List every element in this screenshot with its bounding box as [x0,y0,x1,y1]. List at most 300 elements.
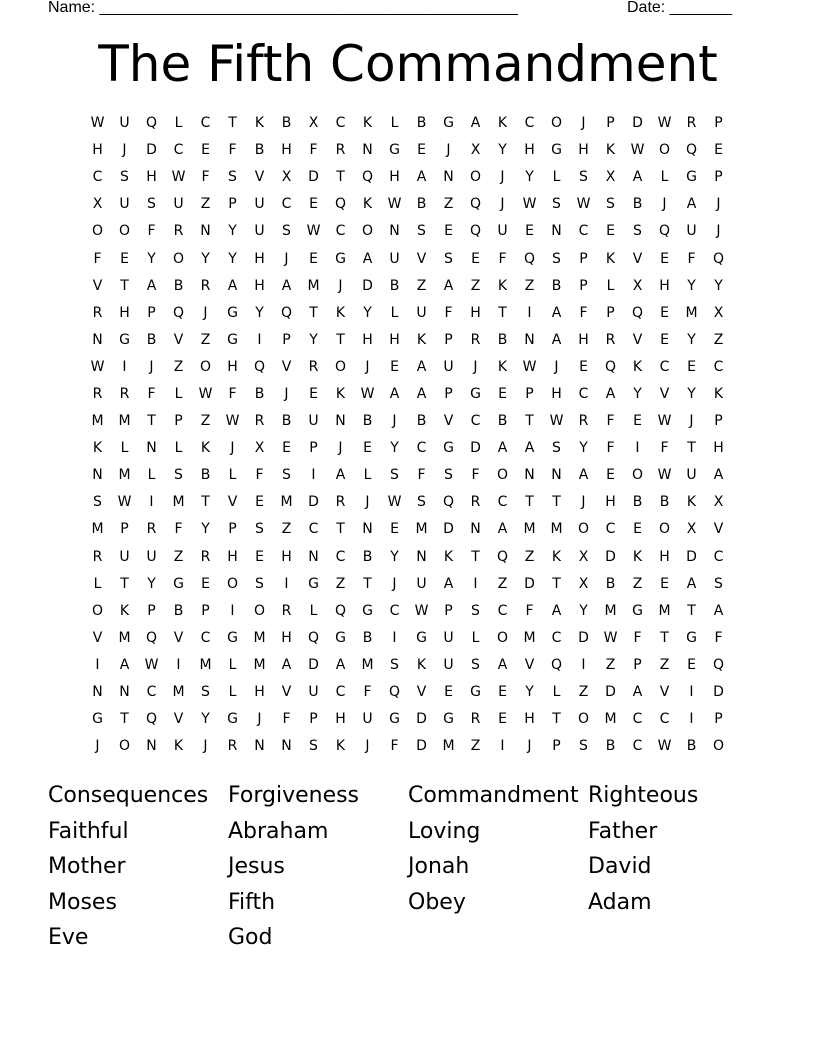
grid-letter: R [605,331,616,348]
grid-letter: T [552,494,561,511]
grid-letter: J [392,413,397,430]
grid-letter: Z [443,196,454,213]
grid-letter: M [523,521,536,538]
word-list-item: Forgiveness [228,783,360,808]
grid-letter: K [605,142,616,159]
grid-letter: E [282,440,291,457]
grid-row [84,598,732,625]
grid-letter: F [687,250,696,267]
grid-letter: E [579,358,588,375]
grid-letter: E [390,521,399,538]
grid-letter: Y [525,169,534,186]
grid-letter: R [119,385,130,402]
grid-letter: Z [173,548,184,565]
grid-letter: P [444,602,453,619]
grid-letter: I [230,602,235,619]
grid-letter: H [281,142,292,159]
grid-letter: Y [579,440,588,457]
grid-letter: B [605,738,616,755]
grid-letter: Y [390,440,399,457]
grid-letter: D [308,169,319,186]
grid-letter: U [389,250,400,267]
grid-letter: P [606,115,615,132]
grid-letter: W [630,142,645,159]
grid-letter: U [254,196,265,213]
grid-letter: A [497,521,508,538]
grid-letter: R [470,494,481,511]
grid-letter: T [336,331,345,348]
grid-letter: X [605,169,616,186]
grid-letter: J [203,304,208,321]
grid-letter: Z [281,521,292,538]
grid-letter: M [442,738,455,755]
grid-letter: C [200,115,211,132]
grid-letter: W [360,385,375,402]
grid-letter: C [578,385,589,402]
grid-row [84,462,732,489]
grid-letter: B [605,575,616,592]
grid-letter: K [551,548,562,565]
grid-letter: F [498,250,507,267]
grid-letter: N [551,223,562,240]
grid-letter: X [713,494,724,511]
grid-letter: N [92,331,103,348]
grid-letter: K [362,115,373,132]
grid-letter: C [335,684,346,701]
grid-letter: B [362,413,373,430]
grid-letter: V [713,521,724,538]
grid-letter: I [257,331,262,348]
grid-letter: B [362,629,373,646]
grid-letter: C [551,629,562,646]
grid-letter: N [281,738,292,755]
grid-letter: W [387,494,402,511]
grid-letter: P [228,521,237,538]
grid-letter: R [308,358,319,375]
grid-letter: I [689,684,694,701]
grid-letter: Q [712,656,725,673]
grid-row [84,137,732,164]
grid-letter: O [334,358,347,375]
grid-row [84,327,732,354]
grid-letter: B [173,277,184,294]
grid-letter: P [579,250,588,267]
grid-letter: O [253,602,266,619]
grid-letter: A [416,358,427,375]
grid-letter: D [605,684,616,701]
grid-letter: T [336,521,345,538]
grid-row [84,435,732,462]
grid-letter: Y [579,602,588,619]
grid-letter: V [92,277,103,294]
grid-row [84,218,732,245]
grid-letter: M [604,602,617,619]
grid-letter: J [95,738,100,755]
grid-letter: I [122,358,127,375]
grid-letter: X [92,196,103,213]
grid-letter: T [120,277,129,294]
date-field-label: Date: _______ [627,0,732,16]
grid-letter: T [120,575,129,592]
grid-letter: P [309,440,318,457]
grid-letter: E [309,250,318,267]
grid-letter: W [225,413,240,430]
grid-letter: K [119,602,130,619]
grid-letter: P [714,413,723,430]
grid-letter: E [309,385,318,402]
grid-letter: K [416,656,427,673]
grid-letter: W [198,385,213,402]
grid-letter: A [497,656,508,673]
grid-letter: E [417,142,426,159]
grid-letter: U [146,548,157,565]
grid-letter: U [686,223,697,240]
grid-letter: U [362,711,373,728]
grid-letter: Y [228,250,237,267]
grid-letter: B [632,196,643,213]
grid-letter: S [552,196,561,213]
grid-letter: T [552,711,561,728]
word-list-item: Loving [408,818,481,844]
grid-letter: F [525,602,534,619]
grid-letter: M [199,656,212,673]
grid-letter: P [444,385,453,402]
grid-letter: F [147,385,156,402]
grid-letter: E [498,684,507,701]
grid-letter: J [500,169,505,186]
grid-letter: E [498,385,507,402]
grid-letter: M [550,521,563,538]
grid-letter: J [122,142,127,159]
grid-letter: Y [147,250,156,267]
grid-letter: U [443,358,454,375]
grid-letter: R [335,142,346,159]
grid-letter: T [525,413,534,430]
grid-letter: E [525,223,534,240]
grid-letter: R [200,548,211,565]
grid-letter: A [362,250,373,267]
grid-letter: H [146,169,157,186]
grid-letter: J [365,738,370,755]
grid-letter: S [255,521,264,538]
grid-letter: T [120,711,129,728]
grid-letter: G [443,440,454,457]
grid-letter: K [686,494,697,511]
grid-letter: K [335,738,346,755]
grid-letter: G [92,711,103,728]
grid-letter: R [146,521,157,538]
grid-letter: C [335,115,346,132]
grid-letter: S [201,684,210,701]
grid-letter: J [716,196,721,213]
grid-letter: Q [469,196,482,213]
grid-letter: K [713,385,724,402]
grid-letter: R [578,413,589,430]
grid-letter: C [308,521,319,538]
grid-letter: A [281,656,292,673]
grid-letter: Q [658,223,671,240]
grid-letter: Y [687,385,696,402]
grid-letter: M [307,277,320,294]
grid-letter: I [473,575,478,592]
grid-letter: Z [470,277,481,294]
grid-letter: A [686,575,697,592]
grid-letter: S [579,738,588,755]
grid-letter: X [632,277,643,294]
grid-letter: S [552,250,561,267]
grid-letter: P [282,331,291,348]
grid-letter: S [282,467,291,484]
grid-letter: E [471,250,480,267]
grid-letter: P [444,331,453,348]
grid-letter: A [416,169,427,186]
grid-letter: L [228,656,237,673]
grid-letter: W [171,169,186,186]
grid-letter: T [363,575,372,592]
grid-letter: C [632,711,643,728]
grid-letter: P [606,304,615,321]
grid-letter: T [552,575,561,592]
grid-row [84,733,732,760]
grid-letter: L [147,467,156,484]
grid-letter: S [579,169,588,186]
grid-letter: N [470,521,481,538]
grid-letter: D [416,738,427,755]
grid-letter: S [174,467,183,484]
grid-letter: N [524,467,535,484]
grid-letter: B [497,331,508,348]
grid-letter: K [443,548,454,565]
grid-letter: Q [145,629,158,646]
grid-letter: M [91,413,104,430]
word-list-item: Abraham [228,818,329,844]
grid-letter: Z [632,575,643,592]
grid-letter: L [552,169,561,186]
grid-letter: W [522,196,537,213]
grid-letter: U [416,304,427,321]
grid-letter: N [551,467,562,484]
grid-letter: C [524,115,535,132]
grid-letter: A [335,467,346,484]
grid-letter: R [173,223,184,240]
grid-letter: Q [145,115,158,132]
grid-letter: F [93,250,102,267]
grid-letter: W [603,629,618,646]
grid-letter: Q [631,304,644,321]
grid-letter: W [90,115,105,132]
grid-letter: R [470,711,481,728]
grid-letter: Y [201,711,210,728]
grid-row [84,571,732,598]
grid-letter: T [498,304,507,321]
grid-letter: D [470,440,481,457]
grid-letter: S [147,196,156,213]
grid-letter: U [173,196,184,213]
grid-letter: Q [172,304,185,321]
grid-letter: S [633,223,642,240]
grid-letter: O [118,223,131,240]
grid-letter: E [606,223,615,240]
grid-letter: M [523,629,536,646]
grid-letter: S [714,575,723,592]
grid-letter: Z [200,413,211,430]
grid-letter: J [716,223,721,240]
grid-letter: B [173,602,184,619]
grid-letter: S [471,602,480,619]
grid-letter: A [146,277,157,294]
grid-letter: L [228,684,237,701]
grid-letter: I [635,440,640,457]
grid-letter: O [469,169,482,186]
grid-letter: K [173,738,184,755]
grid-letter: U [497,223,508,240]
grid-letter: Q [496,548,509,565]
grid-letter: G [389,711,400,728]
grid-letter: H [254,277,265,294]
grid-letter: B [686,738,697,755]
grid-letter: X [281,169,292,186]
grid-letter: V [659,684,670,701]
grid-letter: S [309,738,318,755]
grid-letter: J [284,250,289,267]
grid-letter: S [444,467,453,484]
grid-letter: H [119,304,130,321]
grid-letter: Q [280,304,293,321]
grid-letter: N [416,548,427,565]
grid-letter: C [389,602,400,619]
grid-letter: A [335,656,346,673]
grid-letter: O [712,738,725,755]
grid-letter: W [414,602,429,619]
grid-letter: K [416,331,427,348]
grid-letter: T [228,115,237,132]
grid-letter: T [687,602,696,619]
grid-letter: F [444,304,453,321]
grid-letter: V [416,684,427,701]
grid-letter: P [714,115,723,132]
grid-letter: U [416,575,427,592]
grid-letter: Z [713,331,724,348]
grid-letter: Q [550,656,563,673]
grid-row [84,164,732,191]
grid-letter: G [443,711,454,728]
word-list-item: Righteous [588,783,699,808]
word-list-item: Eve [48,925,89,951]
grid-letter: G [686,169,697,186]
grid-letter: F [201,169,210,186]
grid-letter: C [497,494,508,511]
grid-letter: X [578,548,589,565]
grid-letter: S [390,656,399,673]
grid-letter: N [92,467,103,484]
grid-letter: C [146,684,157,701]
grid-letter: J [500,196,505,213]
grid-letter: Y [687,331,696,348]
grid-letter: X [254,440,265,457]
grid-letter: A [281,277,292,294]
grid-letter: F [255,467,264,484]
grid-letter: B [200,467,211,484]
grid-letter: J [338,277,343,294]
grid-letter: Q [685,142,698,159]
grid-letter: B [146,331,157,348]
grid-letter: M [253,629,266,646]
grid-letter: F [228,385,237,402]
grid-letter: U [686,467,697,484]
grid-letter: G [686,629,697,646]
grid-letter: T [660,629,669,646]
grid-letter: S [282,223,291,240]
grid-letter: Y [201,250,210,267]
grid-letter: F [174,521,183,538]
word-list-item: Mother [48,854,126,880]
grid-letter: P [714,169,723,186]
grid-letter: H [578,142,589,159]
grid-letter: Z [497,575,508,592]
grid-letter: R [200,277,211,294]
grid-letter: O [199,358,212,375]
grid-letter: F [390,738,399,755]
grid-letter: B [497,413,508,430]
grid-letter: H [92,142,103,159]
grid-letter: V [524,656,535,673]
grid-letter: C [281,196,292,213]
grid-letter: L [660,169,669,186]
word-list-item: Faithful [48,818,129,844]
grid-letter: V [632,331,643,348]
grid-letter: R [254,413,265,430]
grid-letter: O [496,629,509,646]
grid-letter: O [172,250,185,267]
grid-letter: L [228,467,237,484]
grid-letter: I [311,467,316,484]
grid-letter: B [551,277,562,294]
grid-letter: K [605,250,616,267]
grid-letter: R [92,548,103,565]
grid-letter: W [90,358,105,375]
grid-letter: G [227,331,238,348]
grid-letter: D [524,575,535,592]
grid-letter: C [632,738,643,755]
grid-letter: Y [309,331,318,348]
grid-letter: D [362,277,373,294]
grid-letter: O [91,223,104,240]
grid-letter: L [309,602,318,619]
grid-letter: J [338,440,343,457]
grid-letter: X [308,115,319,132]
grid-letter: Q [307,629,320,646]
grid-letter: O [91,602,104,619]
grid-letter: K [335,385,346,402]
grid-letter: C [470,413,481,430]
grid-letter: A [605,385,616,402]
grid-letter: O [631,467,644,484]
grid-letter: K [632,548,643,565]
grid-letter: L [363,467,372,484]
grid-letter: W [576,196,591,213]
grid-letter: J [662,196,667,213]
grid-row [84,408,732,435]
grid-letter: N [254,738,265,755]
grid-letter: L [390,115,399,132]
grid-letter: A [632,684,643,701]
word-list-item: David [588,854,652,880]
grid-letter: G [335,250,346,267]
grid-letter: H [227,358,238,375]
grid-letter: Z [524,548,535,565]
grid-letter: J [473,358,478,375]
grid-letter: B [416,196,427,213]
